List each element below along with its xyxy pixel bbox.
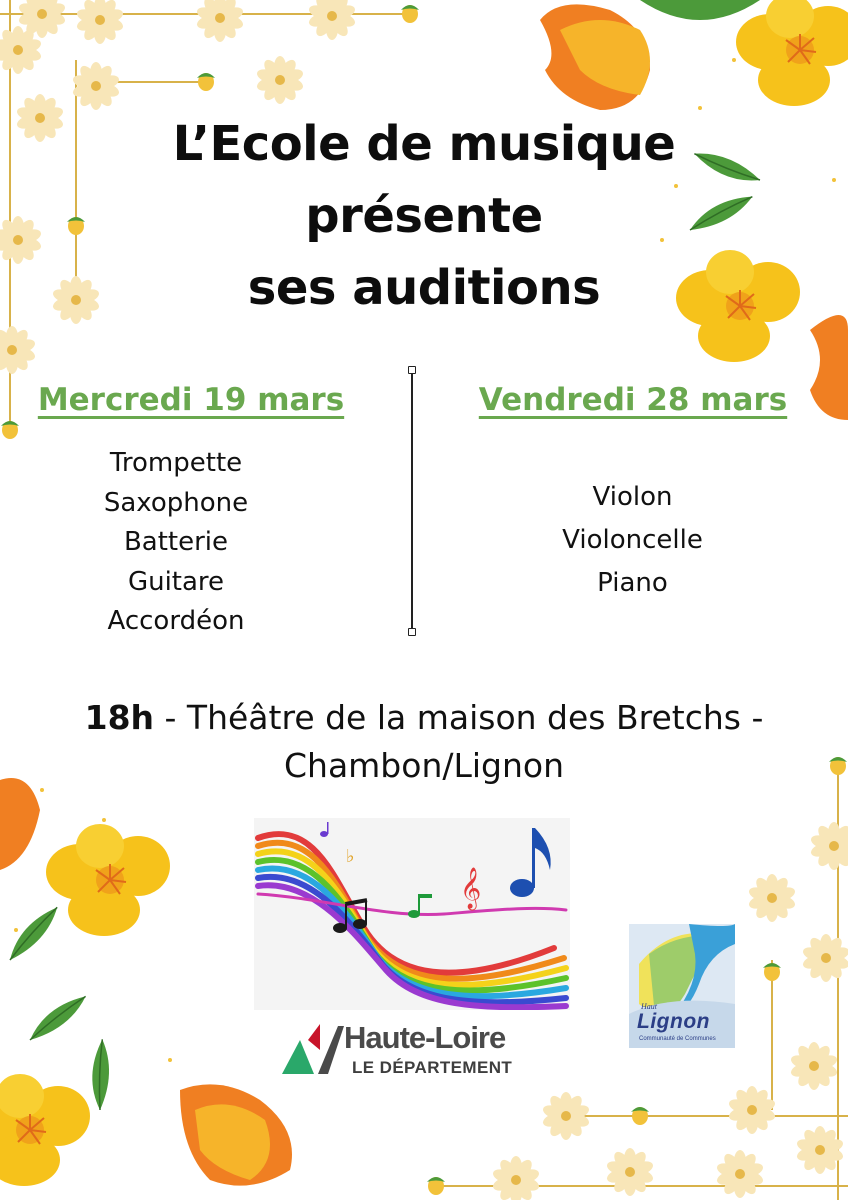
music-notes-illustration xyxy=(254,818,570,1010)
divider-top-cap xyxy=(408,366,416,374)
event-venue: - Théâtre de la maison des Bretchs - xyxy=(154,698,764,737)
event-time: 18h xyxy=(84,698,155,737)
left-instrument-list xyxy=(60,444,292,642)
instrument-item: Violoncelle xyxy=(562,525,703,555)
instrument-item: Batterie xyxy=(123,527,229,557)
poster-title xyxy=(0,108,848,324)
haut-lignon-name: Lignon xyxy=(637,1010,710,1033)
haut-lignon-logo xyxy=(629,924,735,1048)
event-info xyxy=(40,694,808,790)
divider-bottom-cap xyxy=(408,628,416,636)
title-line-2: présente xyxy=(305,188,543,244)
right-instrument-list xyxy=(520,476,745,605)
haut-lignon-prefix: Haut xyxy=(641,1002,657,1011)
left-day-heading: Mercredi 19 mars xyxy=(37,382,345,418)
instrument-item: Violon xyxy=(592,482,673,512)
column-divider xyxy=(411,370,413,634)
title-line-3: ses auditions xyxy=(247,260,601,316)
haut-lignon-subtitle: Communauté de Communes xyxy=(639,1036,716,1042)
event-town: Chambon/Lignon xyxy=(283,746,565,785)
right-day-heading: Vendredi 28 mars xyxy=(478,382,788,418)
event-time-venue xyxy=(40,694,808,742)
instrument-item: Guitare xyxy=(127,566,225,597)
instrument-item: Saxophone xyxy=(103,487,249,518)
haute-loire-name: Haute-Loire xyxy=(344,1020,506,1055)
svg-text:𝄞: 𝄞 xyxy=(460,868,482,909)
instrument-item: Piano xyxy=(597,568,668,598)
haute-loire-subtitle: LE DÉPARTEMENT xyxy=(352,1058,513,1077)
instrument-item: Accordéon xyxy=(107,606,245,636)
haute-loire-logo xyxy=(280,1018,550,1082)
instrument-item: Trompette xyxy=(109,448,243,478)
haute-loire-mark-icon xyxy=(280,1020,344,1076)
title-line-1: L’Ecole de musique xyxy=(172,116,676,172)
svg-text:♭: ♭ xyxy=(346,846,355,867)
